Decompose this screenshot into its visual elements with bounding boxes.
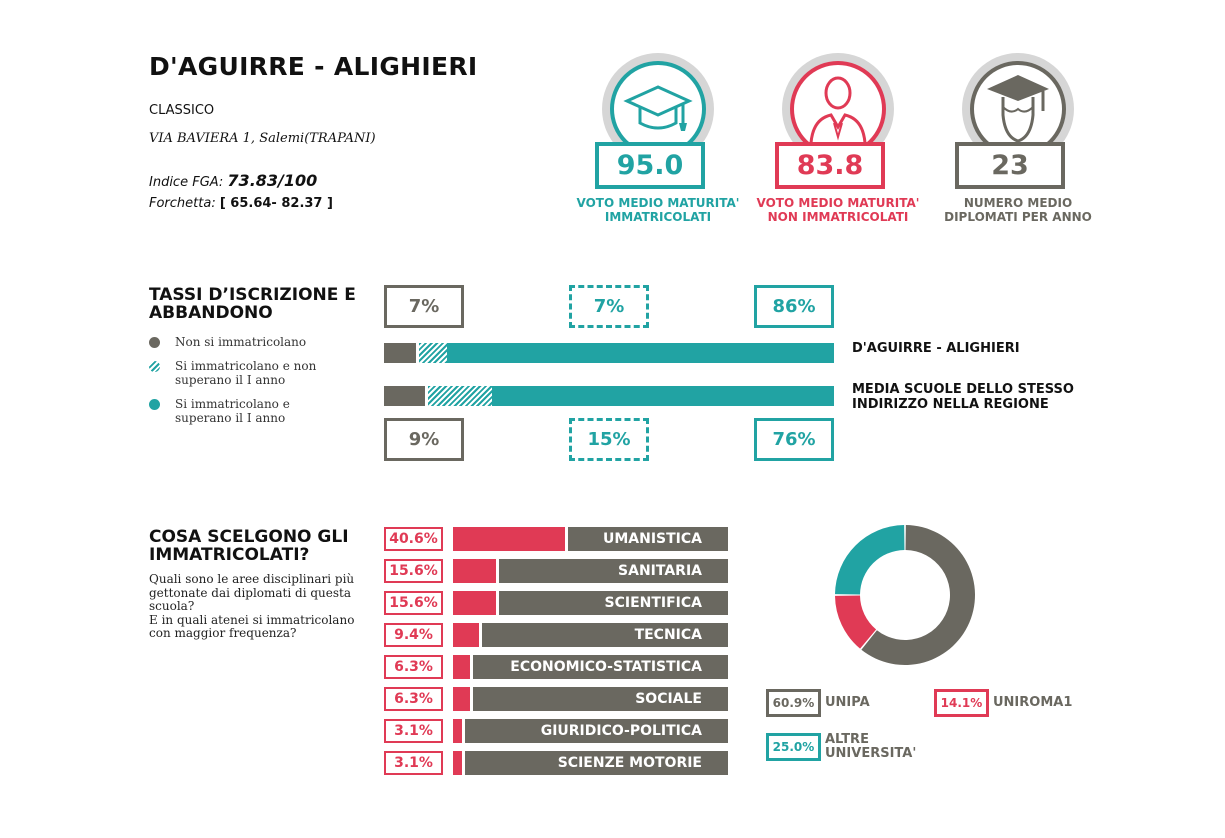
donut-legend-label: UNIROMA1	[993, 695, 1073, 710]
discipline-bar	[453, 655, 473, 679]
discipline-bar-track	[453, 655, 728, 679]
discipline-pct-label: 9.4%	[384, 623, 443, 647]
fork-label: Forchetta:	[149, 196, 220, 211]
fga-label: Indice FGA:	[149, 175, 228, 190]
discipline-row	[384, 751, 729, 775]
region-pct-not-enrolled: 9%	[384, 418, 464, 461]
university-donut-chart	[830, 520, 980, 670]
discipline-bar-track	[453, 559, 728, 583]
bar-segment-success	[492, 386, 834, 406]
discipline-bar	[453, 559, 499, 583]
school-pct-dropout: 7%	[569, 285, 649, 328]
discipline-row	[384, 559, 729, 583]
discipline-row	[384, 655, 729, 679]
bar-segment-not-enrolled	[384, 343, 416, 363]
discipline-row	[384, 623, 729, 647]
school-pct-success: 86%	[754, 285, 834, 328]
discipline-pct-label: 6.3%	[384, 687, 443, 711]
legend-label: Si immatricolano e non superano il I anno	[175, 359, 317, 387]
school-pct-not-enrolled: 7%	[384, 285, 464, 328]
series-label-school: D'AGUIRRE - ALIGHIERI	[852, 341, 1020, 356]
stat-label: NUMERO MEDIO DIPLOMATI PER ANNO	[944, 196, 1092, 224]
discipline-name: SCIENZE MOTORIE	[557, 755, 702, 771]
fga-index	[149, 171, 317, 190]
bar-segment-dropout	[416, 343, 448, 363]
discipline-row	[384, 527, 729, 551]
discipline-bar	[453, 527, 568, 551]
discipline-name: SANITARIA	[618, 563, 702, 579]
discipline-bar-track	[453, 527, 728, 551]
fga-range	[149, 196, 333, 211]
school-type: CLASSICO	[149, 103, 215, 118]
donut-legend-label: ALTRE UNIVERSITA'	[825, 732, 917, 761]
choices-title: COSA SCELGONO GLI IMMATRICOLATI?	[149, 527, 349, 565]
discipline-name: GIURIDICO-POLITICA	[540, 723, 702, 739]
stat-value: 83.8	[775, 142, 885, 189]
school-name: D'AGUIRRE - ALIGHIERI	[149, 52, 478, 81]
discipline-row	[384, 719, 729, 743]
discipline-bar	[453, 751, 465, 775]
stat-label: VOTO MEDIO MATURITA' NON IMMATRICOLATI	[756, 196, 920, 224]
bar-segment-success	[447, 343, 834, 363]
legend-dot-hatched	[149, 361, 160, 372]
discipline-name: ECONOMICO-STATISTICA	[510, 659, 702, 675]
discipline-name: TECNICA	[634, 627, 702, 643]
discipline-bar-track	[453, 687, 728, 711]
legend-dot-teal	[149, 399, 160, 410]
series-label-region: MEDIA SCUOLE DELLO STESSO INDIRIZZO NELLA REGIONE	[852, 382, 1074, 412]
discipline-pct-label: 3.1%	[384, 751, 443, 775]
bar-segment-dropout	[425, 386, 493, 406]
discipline-bar-track	[453, 719, 728, 743]
discipline-pct-label: 40.6%	[384, 527, 443, 551]
stacked-bar-region	[384, 386, 834, 406]
donut-legend-label: UNIPA	[825, 695, 870, 710]
discipline-row	[384, 591, 729, 615]
legend-label: Si immatricolano e superano il I anno	[175, 397, 290, 425]
donut-legend-value: 25.0%	[766, 733, 821, 761]
discipline-bar-track	[453, 591, 728, 615]
donut-legend-value: 14.1%	[934, 689, 989, 717]
discipline-name: SCIENTIFICA	[604, 595, 702, 611]
discipline-bar-track	[453, 751, 728, 775]
school-address: VIA BAVIERA 1, Salemi(TRAPANI)	[149, 131, 376, 146]
discipline-bar-track	[453, 623, 728, 647]
legend-label: Non si immatricolano	[175, 335, 307, 349]
stat-value: 23	[955, 142, 1065, 189]
bar-segment-not-enrolled	[384, 386, 425, 406]
discipline-name: UMANISTICA	[602, 531, 702, 547]
discipline-bar	[453, 623, 482, 647]
region-pct-success: 76%	[754, 418, 834, 461]
choices-description: Quali sono le aree disciplinari più gettonate dai diplomati di questa scuola? E in quali atenei si immatricolano con maggior frequenza?	[149, 572, 355, 640]
donut-legend-value: 60.9%	[766, 689, 821, 717]
donut-slice-altre	[835, 525, 904, 594]
discipline-pct-label: 15.6%	[384, 591, 443, 615]
stat-value: 95.0	[595, 142, 705, 189]
discipline-row	[384, 687, 729, 711]
enrollment-title: TASSI D’ISCRIZIONE E ABBANDONO	[149, 285, 356, 323]
discipline-bar	[453, 591, 499, 615]
legend-dot-gray	[149, 337, 160, 348]
fga-value: 73.83/100	[227, 171, 318, 190]
discipline-name: SOCIALE	[635, 691, 702, 707]
discipline-bar	[453, 687, 473, 711]
stat-label: VOTO MEDIO MATURITA' IMMATRICOLATI	[576, 196, 740, 224]
discipline-pct-label: 3.1%	[384, 719, 443, 743]
fork-value: [ 65.64- 82.37 ]	[219, 196, 333, 211]
discipline-pct-label: 6.3%	[384, 655, 443, 679]
region-pct-dropout: 15%	[569, 418, 649, 461]
discipline-pct-label: 15.6%	[384, 559, 443, 583]
discipline-bar	[453, 719, 465, 743]
stacked-bar-school	[384, 343, 834, 363]
